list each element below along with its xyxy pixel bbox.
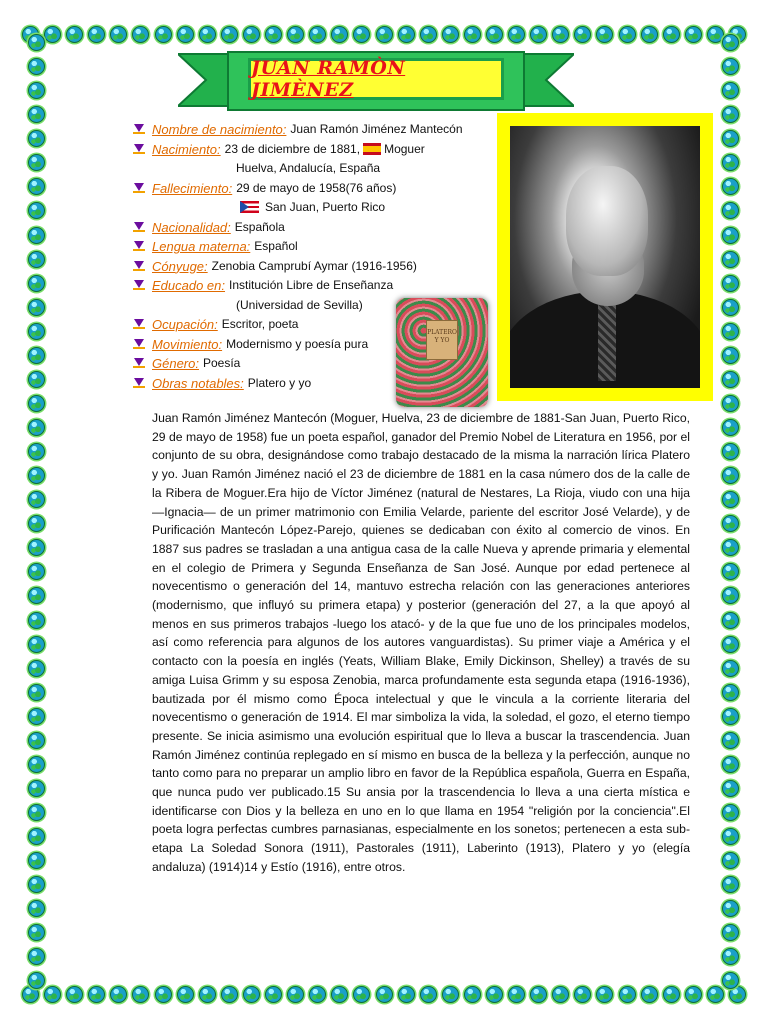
globe-icon (574, 986, 591, 1003)
triangle-bullet-icon (130, 257, 152, 276)
globe-icon (265, 26, 282, 43)
globe-icon (309, 986, 326, 1003)
globe-icon (28, 756, 45, 773)
globe-icon (155, 26, 172, 43)
globe-icon (28, 660, 45, 677)
globe-icon (243, 26, 260, 43)
globe-icon (28, 82, 45, 99)
globe-icon (685, 26, 702, 43)
triangle-bullet-icon (130, 218, 152, 237)
info-label: Obras notables: (152, 375, 244, 391)
globe-icon (28, 227, 45, 244)
triangle-bullet-icon (130, 140, 152, 159)
info-label: Cónyuge: (152, 258, 208, 274)
triangle-bullet-icon (130, 335, 152, 354)
globe-icon (398, 26, 415, 43)
globe-icon (177, 986, 194, 1003)
globe-icon (722, 419, 739, 436)
globe-icon (722, 443, 739, 460)
globe-icon (132, 26, 149, 43)
globe-icon (376, 26, 393, 43)
globe-icon (722, 323, 739, 340)
triangle-bullet-icon (130, 120, 152, 139)
info-value: Modernismo y poesía pura (226, 336, 369, 351)
globe-icon (722, 708, 739, 725)
globe-icon (28, 636, 45, 653)
info-value: Platero y yo (247, 375, 312, 390)
title-banner (178, 44, 574, 124)
globe-icon (530, 26, 547, 43)
globe-icon (722, 515, 739, 532)
globe-icon (722, 852, 739, 869)
globe-icon (28, 587, 45, 604)
globe-icon (353, 26, 370, 43)
globe-icon (722, 539, 739, 556)
globe-icon (110, 986, 127, 1003)
globe-icon (28, 924, 45, 941)
globe-icon (722, 34, 739, 51)
spain-flag-icon (363, 143, 381, 155)
globe-icon (28, 972, 45, 989)
info-value (225, 140, 425, 160)
globe-icon (663, 26, 680, 43)
globe-icon (28, 708, 45, 725)
globe-icon (110, 26, 127, 43)
globe-icon (287, 986, 304, 1003)
globe-icon (552, 986, 569, 1003)
globe-icon (177, 26, 194, 43)
globe-icon (28, 347, 45, 364)
info-continuation: (Universidad de Sevilla) (236, 297, 363, 312)
biography-paragraph: Juan Ramón Jiménez Mantecón (Moguer, Huelva, 23 de diciembre de 1881-San Juan, Puerto Rico, 29 de mayo de 1958) fue un poeta español, ganador del Premio Nobel de Literatura en 1956, por el conjunto de su obra, designándose como trabajo destacado de la misma la narración lírica Platero y yo. Juan Ramón Jiménez nació el 23 de diciembre de 1881 en la casa número dos de la calle de la Ribera de Moguer.Era hijo de Víctor Jiménez (natural de Nestares, La Rioja, viudo con una hija —Ignacia— de un primer matrimonio con Emilia Velarde, pariente del escritor José Velarde), y de Purificación Mantecón López-Parejo, quienes se dedicaban con éxito al comercio de vinos. En 1887 sus padres se trasladan a una antigua casa de la calle Nueva y aprende primaria y elemental en el colegio de Primera y Segunda Enseñanza de San José. Aunque por edad pertenece al novecentismo o generación del 14, mantuvo estrecha relación con las generaciones anteriores (modernismo, que influyó su primera etapa) y posterior (generación del 27, a la que apoyó al menos en sus primeros trabajos -luego los atacó- y de la que fue uno de los principales modelos, así como referencia para algunos de los autores vanguardistas). Su primer viaje a América y el contacto con la poesía en inglés (Yeats, William Blake, Emily Dickinson, Shelley) a través de su amiga Luisa Grimm y su esposa Zenobia, marca profundamente esta segunda etapa (1916-1936), bautizada por él mismo como Época intelectual y que le vincula a la corriente literaria del novecentismo o generación de 1914. El mar simboliza la vida, la soledad, el gozo, el eterno tiempo presente. Se inicia asimismo una evolución espiritual que lo lleva a buscar la trascendencia. Juan Ramón Jiménez continúa replegado en sí mismo en busca de la belleza y la perfección, aunque no tanto como para no preparar un amplio libro en favor de la República española, Guerra en España, que nunca pudo ver publicado.15 Su ansia por la trascendencia lo lleva a una cierta mística e identificarse con Dios y la belleza en uno en lo que llama en 1954 "religión por la conciencia".El poeta logra perfectas cumbres parnasianas, especialmente en los sonetos; pertenecen a esta sub-etapa La Soledad Sonora (1911), Pastorales (1911), Laberinto (1913), Platero y yo (elegía andaluza) (1914)14 y Estío (1916), entre otros. (152, 411, 690, 874)
triangle-bullet-icon (130, 276, 152, 295)
info-label: Movimiento: (152, 336, 223, 352)
globe-icon (722, 924, 739, 941)
globe-icon (28, 539, 45, 556)
globe-icon (155, 986, 172, 1003)
info-row-nacimiento (130, 140, 510, 160)
globe-icon (722, 467, 739, 484)
globe-icon (331, 986, 348, 1003)
info-value: Institución Libre de Enseñanza (229, 278, 394, 292)
globe-icon (28, 684, 45, 701)
globe-icon (722, 684, 739, 701)
border-left (28, 34, 62, 990)
page-title: JUAN RAMÒN JIMÈNEZ (251, 57, 406, 101)
globe-icon (221, 986, 238, 1003)
death-place: San Juan, Puerto Rico (265, 200, 386, 214)
globe-icon (486, 986, 503, 1003)
globe-icon (685, 986, 702, 1003)
globe-icon (722, 563, 739, 580)
globe-icon (28, 443, 45, 460)
globe-icon (28, 323, 45, 340)
globe-icon (353, 986, 370, 1003)
globe-icon (574, 26, 591, 43)
info-row-lengua (130, 237, 510, 257)
info-row-nombre (130, 120, 510, 140)
globe-icon (28, 130, 45, 147)
info-label: Género: (152, 356, 199, 371)
globe-icon (28, 178, 45, 195)
info-value: Española (234, 219, 285, 234)
globe-icon (331, 26, 348, 43)
globe-icon (88, 986, 105, 1003)
globe-icon (722, 828, 739, 845)
globe-icon (486, 26, 503, 43)
info-label: Ocupación: (152, 317, 218, 332)
globe-icon (722, 804, 739, 821)
globe-icon (722, 900, 739, 917)
globe-icon (464, 986, 481, 1003)
info-continuation (130, 198, 510, 218)
globe-icon (28, 58, 45, 75)
globe-icon (722, 395, 739, 412)
globe-icon (442, 26, 459, 43)
globe-icon (199, 26, 216, 43)
birth-place: Moguer (384, 141, 425, 156)
puerto-rico-flag-icon (240, 201, 259, 213)
globe-icon (722, 299, 739, 316)
triangle-bullet-icon (130, 354, 152, 373)
info-value: 29 de mayo de 1958(76 años) (236, 180, 397, 195)
globe-icon (722, 202, 739, 219)
globe-icon (28, 852, 45, 869)
globe-icon (722, 612, 739, 629)
triangle-bullet-icon (130, 374, 152, 393)
info-value: Zenobia Camprubí Aymar (1916-1956) (211, 258, 417, 273)
globe-icon (722, 756, 739, 773)
info-label: Educado en: (152, 278, 226, 293)
globe-icon (722, 251, 739, 268)
info-value: Español (254, 239, 298, 253)
globe-icon (398, 986, 415, 1003)
info-label: Fallecimiento: (152, 180, 233, 196)
globe-icon (722, 82, 739, 99)
globe-icon (420, 986, 437, 1003)
info-row-conyuge (130, 257, 510, 277)
globe-icon (530, 986, 547, 1003)
globe-icon (28, 275, 45, 292)
globe-icon (28, 900, 45, 917)
info-row-nacionalidad (130, 218, 510, 238)
globe-icon (28, 491, 45, 508)
globe-icon (596, 26, 613, 43)
globe-icon (722, 58, 739, 75)
info-label: Lengua materna: (152, 239, 251, 254)
globe-icon (28, 202, 45, 219)
globe-icon (508, 986, 525, 1003)
info-value: Escritor, poeta (221, 317, 299, 331)
birth-date: 23 de diciembre de 1881, (224, 141, 361, 156)
globe-icon (88, 26, 105, 43)
globe-icon (722, 275, 739, 292)
globe-icon (28, 299, 45, 316)
globe-icon (28, 467, 45, 484)
globe-icon (28, 732, 45, 749)
globe-icon (28, 515, 45, 532)
title-plate (248, 58, 504, 100)
globe-icon (28, 34, 45, 51)
globe-icon (722, 780, 739, 797)
globe-icon (28, 154, 45, 171)
globe-icon (619, 986, 636, 1003)
globe-icon (420, 26, 437, 43)
info-row-fallecimiento (130, 179, 510, 199)
info-label: Nombre de nacimiento: (152, 122, 287, 137)
globe-icon (309, 26, 326, 43)
globe-icon (28, 828, 45, 845)
globe-icon (722, 660, 739, 677)
globe-icon (28, 106, 45, 123)
globe-icon (199, 986, 216, 1003)
globe-icon (722, 154, 739, 171)
globe-icon (464, 26, 481, 43)
globe-icon (722, 178, 739, 195)
globe-icon (28, 612, 45, 629)
book-cover-label: PLATERO Y YO (426, 320, 458, 360)
globe-icon (28, 876, 45, 893)
globe-icon (722, 876, 739, 893)
info-label: Nacionalidad: (152, 219, 231, 235)
globe-icon (376, 986, 393, 1003)
globe-icon (722, 732, 739, 749)
globe-icon (28, 371, 45, 388)
border-right (722, 34, 756, 990)
globe-icon (722, 587, 739, 604)
globe-icon (722, 972, 739, 989)
globe-icon (722, 948, 739, 965)
globe-icon (28, 251, 45, 268)
globe-icon (221, 26, 238, 43)
book-cover-image (396, 298, 488, 407)
info-value: Poesía (202, 356, 241, 370)
globe-icon (28, 780, 45, 797)
globe-icon (722, 106, 739, 123)
info-row-educado (130, 276, 510, 296)
globe-icon (508, 26, 525, 43)
globe-icon (722, 636, 739, 653)
globe-icon (243, 986, 260, 1003)
globe-icon (442, 986, 459, 1003)
globe-icon (641, 986, 658, 1003)
globe-icon (28, 804, 45, 821)
globe-icon (722, 371, 739, 388)
globe-icon (66, 26, 83, 43)
portrait-photo (510, 126, 700, 388)
globe-icon (28, 563, 45, 580)
info-continuation: Huelva, Andalucía, España (236, 161, 381, 175)
globe-icon (722, 130, 739, 147)
globe-icon (28, 948, 45, 965)
info-value: Juan Ramón Jiménez Mantecón (290, 122, 463, 136)
triangle-bullet-icon (130, 315, 152, 334)
globe-icon (722, 347, 739, 364)
globe-icon (552, 26, 569, 43)
globe-icon (722, 491, 739, 508)
globe-icon (663, 986, 680, 1003)
globe-icon (132, 986, 149, 1003)
globe-icon (619, 26, 636, 43)
globe-icon (66, 986, 83, 1003)
globe-icon (287, 26, 304, 43)
border-bottom (0, 986, 768, 1020)
triangle-bullet-icon (130, 237, 152, 256)
globe-icon (596, 986, 613, 1003)
globe-icon (28, 395, 45, 412)
triangle-bullet-icon (130, 179, 152, 198)
globe-icon (641, 26, 658, 43)
info-label: Nacimiento: (152, 141, 221, 157)
portrait-frame (497, 113, 713, 401)
globe-icon (722, 227, 739, 244)
globe-icon (28, 419, 45, 436)
globe-icon (265, 986, 282, 1003)
